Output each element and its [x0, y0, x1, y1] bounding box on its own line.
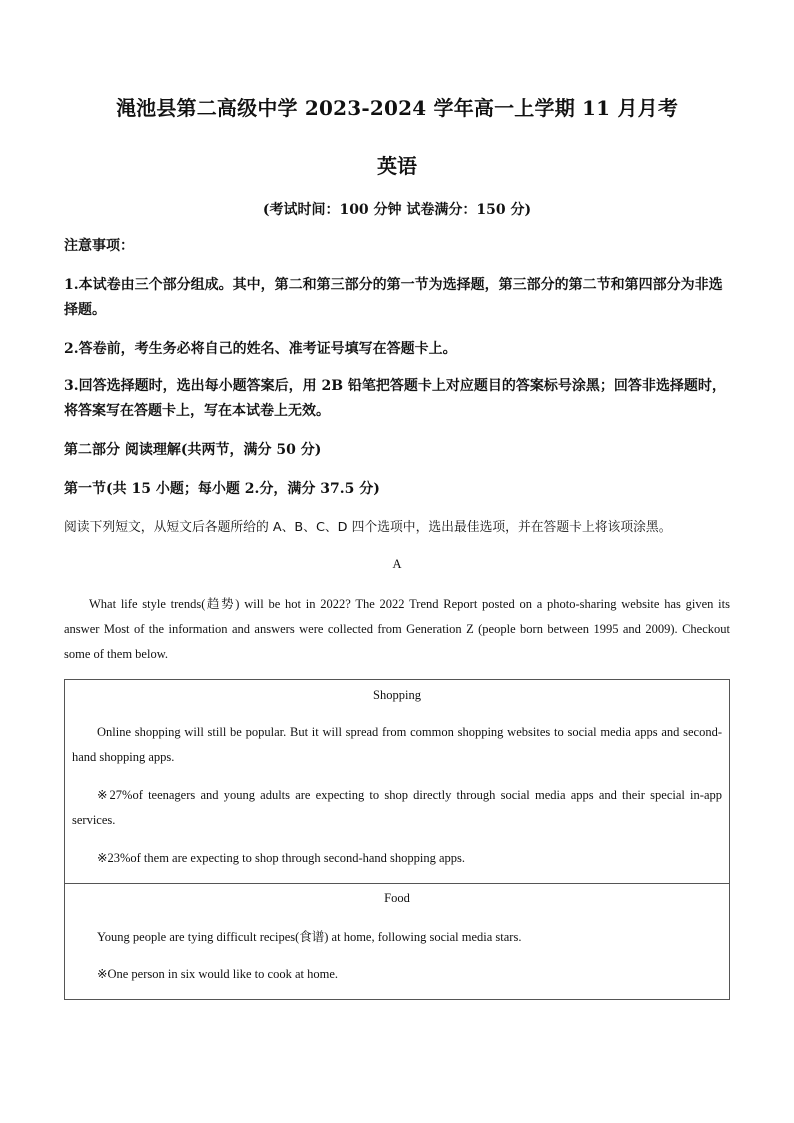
shopping-paragraph-1: Online shopping will still be popular. But it will spread from common shopping websites to social media apps and second-hand shopping apps. — [72, 725, 722, 764]
food-title: Food — [384, 891, 410, 905]
food-paragraph-2: ※One person in six would like to cook at home. — [97, 967, 338, 981]
section1-title: 第一节(共 15 小题；每小题 2.分，满分 37.5 分) — [64, 481, 380, 497]
notice-title: 注意事项： — [64, 238, 134, 254]
food-box — [64, 883, 730, 1000]
notice-item-3: 3.回答选择题时，选出每小题答案后，用 2B 铅笔把答题卡上对应题目的答案标号涂黑；回答非选择题时，将答案写在答题卡上，写在本试卷上无效。 — [64, 378, 726, 419]
shopping-paragraph-2: ※27%of teenagers and young adults are expecting to shop directly through social media apps and their special in-app services. — [72, 788, 722, 827]
shopping-title: Shopping — [373, 688, 421, 702]
exam-title: 渑池县第二高级中学 2023-2024 学年高一上学期 11 月月考 — [115, 96, 679, 120]
notice-item-2: 2.答卷前，考生务必将自己的姓名、准考证号填写在答题卡上。 — [64, 341, 457, 357]
part2-title: 第二部分 阅读理解(共两节，满分 50 分) — [64, 442, 322, 458]
shopping-box — [64, 679, 730, 884]
exam-info: (考试时间：100 分钟 试卷满分：150 分) — [262, 202, 532, 218]
passage-label: A — [392, 557, 402, 571]
food-paragraph-1: Young people are tying difficult recipes(食谱) at home, following social media stars. — [97, 930, 522, 944]
shopping-paragraph-3: ※23%of them are expecting to shop through second-hand shopping apps. — [97, 851, 466, 865]
subject-title: 英语 — [377, 154, 417, 178]
passage-intro: What life style trends(趋势) will be hot in 2022? The 2022 Trend Report posted on a photo-sharing website has given its answer Most of the information and answers were collected from Generation Z (people born between 1995 and 2009). Checkout some of them below. — [64, 597, 730, 661]
reading-instruction: 阅读下列短文，从短文后各题所给的 A、B、C、D 四个选项中，选出最佳选项，并在答题卡上将该项涂黑。 — [64, 520, 672, 535]
notice-item-1: 1.本试卷由三个部分组成。其中，第二和第三部分的第一节为选择题，第三部分的第二节和第四部分为非选择题。 — [64, 277, 723, 318]
